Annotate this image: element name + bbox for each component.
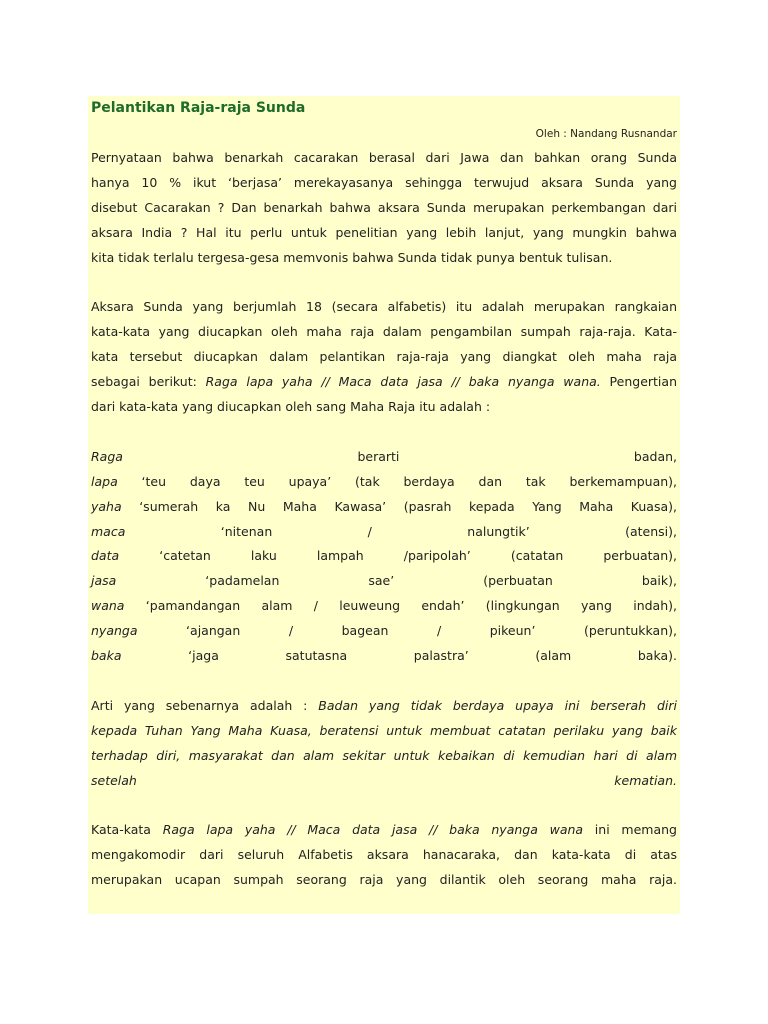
paragraph-2-text: Pengertian xyxy=(600,374,677,390)
paragraph-2 xyxy=(91,295,677,420)
definition-text: ‘padamelan sae’ (perbuatan baik), xyxy=(116,573,677,589)
paragraph-2-line: Aksara Sunda yang berjumlah 18 (secara alfabetis) itu adalah merupakan rangkaian xyxy=(91,299,677,315)
paragraph-2-line: kata-kata yang diucapkan oleh maha raja dalam pengambilan sumpah raja-raja. Kata- xyxy=(91,324,677,340)
paragraph-4-text: Kata-kata xyxy=(91,822,163,838)
article-title: Pelantikan Raja-raja Sunda xyxy=(91,100,306,116)
paragraph-1-line: hanya 10 % ikut ‘berjasa’ merekayasanya sehingga terwujud aksara Sunda yang xyxy=(91,174,677,190)
definition-text: ‘sumerah ka Nu Maha Kawasa’ (pasrah kepada Yang Maha Kuasa), xyxy=(121,498,677,514)
paragraph-3 xyxy=(91,694,677,794)
paragraph-4-line xyxy=(91,818,677,843)
definition-item xyxy=(91,544,677,569)
paragraph-2-text: sebagai berikut: xyxy=(91,374,206,390)
definition-term: jasa xyxy=(91,573,117,589)
definition-text: ‘ajangan / bagean / pikeun’ (peruntukkan), xyxy=(137,623,677,639)
article-panel xyxy=(88,96,680,914)
definition-term: baka xyxy=(91,648,122,664)
definition-text: ‘catetan laku lampah /paripolah’ (catatan perbuatan), xyxy=(119,548,677,564)
definition-item xyxy=(91,470,677,495)
paragraph-4 xyxy=(91,818,677,893)
article-body xyxy=(91,146,677,918)
paragraph-1-line: kita tidak terlalu tergesa-gesa memvonis bahwa Sunda tidak punya bentuk tulisan. xyxy=(91,249,613,265)
definition-term: nyanga xyxy=(91,623,138,639)
definition-item xyxy=(91,445,677,470)
paragraph-1 xyxy=(91,146,677,271)
definitions-list xyxy=(91,445,677,669)
article-byline: Oleh : Nandang Rusnandar xyxy=(535,128,677,140)
paragraph-3-line: setelah kematian. xyxy=(91,772,677,788)
definition-term: lapa xyxy=(91,473,118,489)
definition-term: Raga xyxy=(91,448,123,464)
paragraph-4-line: mengakomodir dari seluruh Alfabetis aksara hanacaraka, dan kata-kata di atas xyxy=(91,847,677,863)
definition-item xyxy=(91,594,677,619)
paragraph-3-line xyxy=(91,694,677,719)
paragraph-2-line xyxy=(91,370,677,395)
definition-item xyxy=(91,619,677,644)
paragraph-2-line: kata tersebut diucapkan dalam pelantikan raja-raja yang diangkat oleh maha raja xyxy=(91,349,677,365)
definition-term: data xyxy=(91,548,120,564)
definition-text: ‘pamandangan alam / leuweung endah’ (lingkungan yang indah), xyxy=(124,598,677,614)
definition-text: ‘nitenan / nalungtik’ (atensi), xyxy=(125,523,677,539)
definition-item xyxy=(91,495,677,520)
paragraph-1-line: Pernyataan bahwa benarkah cacarakan berasal dari Jawa dan bahkan orang Sunda xyxy=(91,150,677,165)
definition-item xyxy=(91,520,677,545)
paragraph-3-italic: Badan yang tidak berdaya upaya ini berserah diri xyxy=(318,697,677,713)
paragraph-1-line: aksara India ? Hal itu perlu untuk penelitian yang lebih lanjut, yang mungkin bahwa xyxy=(91,224,677,240)
definition-term: maca xyxy=(91,523,126,539)
definition-text: ‘jaga satutasna palastra’ (alam baka). xyxy=(121,648,677,664)
sumpah-phrase: Raga lapa yaha // Maca data jasa // baka nyanga wana. xyxy=(205,374,601,390)
paragraph-1-line: disebut Cacarakan ? Dan benarkah bahwa aksara Sunda merupakan perkembangan dari xyxy=(91,199,677,215)
paragraph-3-line: terhadap diri, masyarakat dan alam sekitar untuk kebaikan di kemudian hari di alam xyxy=(91,747,677,763)
definition-term: wana xyxy=(91,598,125,614)
definition-text: ‘teu daya teu upaya’ (tak berdaya dan tak berkemampuan), xyxy=(117,473,677,489)
definition-term: yaha xyxy=(91,498,122,514)
sumpah-phrase: Raga lapa yaha // Maca data jasa // baka nyanga wana xyxy=(162,822,584,838)
paragraph-3-text: Arti yang sebenarnya adalah : xyxy=(91,697,319,713)
definition-text: berarti badan, xyxy=(122,448,677,464)
paragraph-3-line: kepada Tuhan Yang Maha Kuasa, beratensi untuk membuat catatan perilaku yang baik xyxy=(91,722,677,738)
definition-item xyxy=(91,644,677,669)
paragraph-2-line: dari kata-kata yang diucapkan oleh sang Maha Raja itu adalah : xyxy=(91,399,491,415)
paragraph-4-text: ini memang xyxy=(583,822,677,838)
definition-item xyxy=(91,569,677,594)
paragraph-4-line: merupakan ucapan sumpah seorang raja yang dilantik oleh seorang maha raja. xyxy=(91,872,677,888)
